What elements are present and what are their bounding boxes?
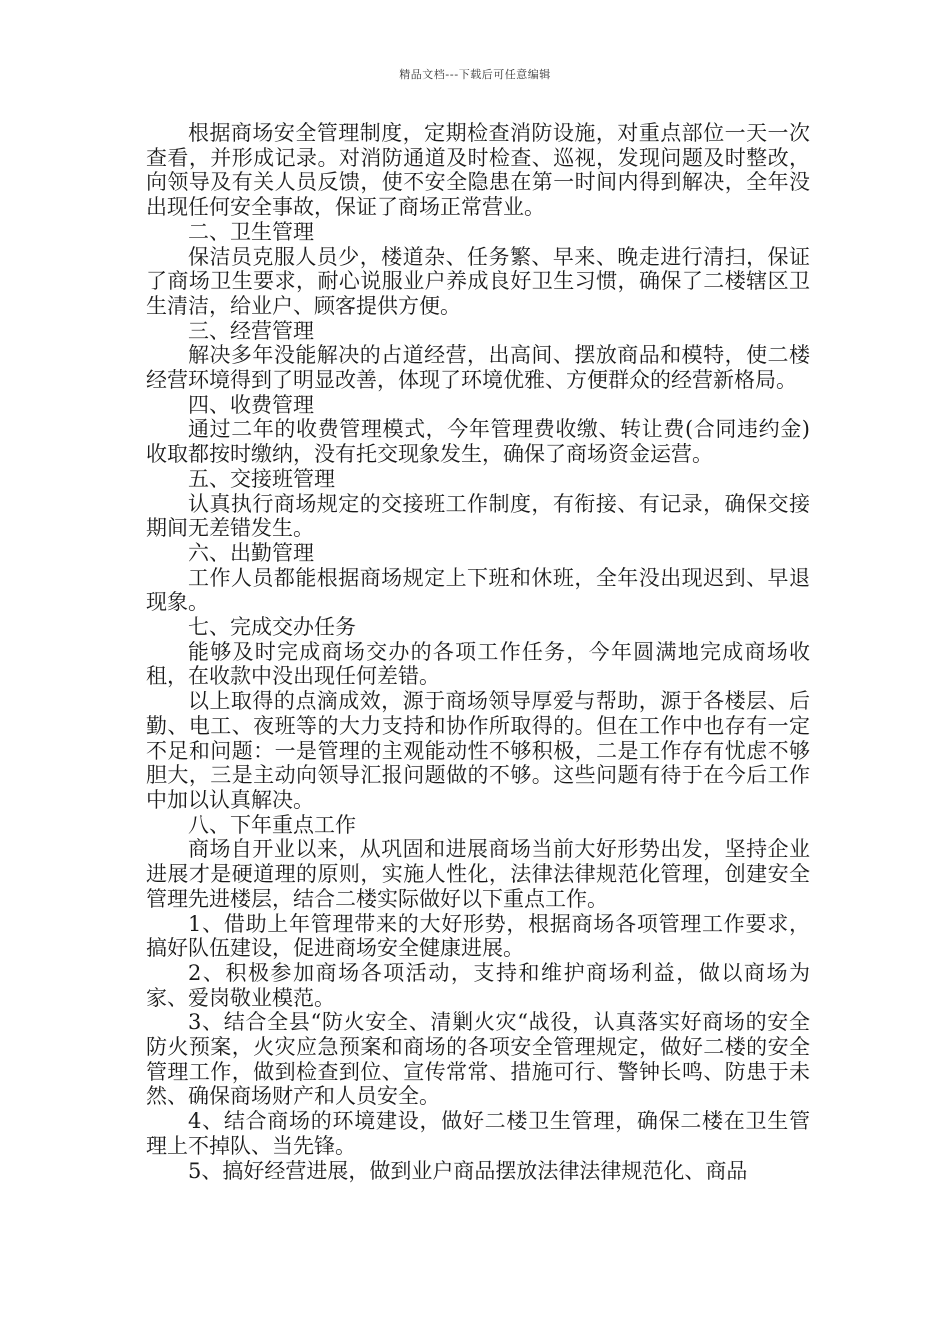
list-item-1: 1、借助上年管理带来的大好形势，根据商场各项管理工作要求，搞好队伍建设，促进商场安全健康进展。 — [146, 911, 810, 961]
section-heading-attendance: 六、出勤管理 — [188, 540, 314, 565]
list-item-3: 3、结合全县“防火安全、清剿火灾“战役，认真落实好商场的安全防火预案，火灾应急预案和商场的各项安全管理规定，做好二楼的安全管理工作，做到检查到位、宣传常常、措施可行、警钟长鸣、防患于未然、确保商场财产和人员安全。 — [146, 1010, 810, 1109]
paragraph-hygiene: 保洁员克服人员少，楼道杂、任务繁、早来、晚走进行清扫，保证了商场卫生要求，耐心说服业户养成良好卫生习惯，确保了二楼辖区卫生清洁，给业户、顾客提供方便。 — [146, 244, 810, 318]
section-heading-fees: 四、收费管理 — [188, 392, 314, 417]
paragraph-operations: 解决多年没能解决的占道经营，出高间、摆放商品和模特，使二楼经营环境得到了明显改善，体现了环境优雅、方便群众的经营新格局。 — [146, 343, 810, 393]
document-body — [146, 121, 810, 1183]
section-heading-assigned-tasks: 七、完成交办任务 — [188, 615, 356, 640]
paragraph-summary: 以上取得的点滴成效，源于商场领导厚爱与帮助，源于各楼层、后勤、电工、夜班等的大力支持和协作所取得的。但在工作中也存有一定不足和问题：一是管理的主观能动性不够积极，二是工作存有忧虑不够胆大，三是主动向领导汇报问题做的不够。这些问题有待于在今后工作中加以认真解决。 — [146, 689, 810, 812]
paragraph-fees: 通过二年的收费管理模式，今年管理费收缴、转让费(合同违约金)收取都按时缴纳，没有托交现象发生，确保了商场资金运营。 — [146, 417, 810, 467]
list-item-2: 2、积极参加商场各项活动，支持和维护商场利益，做以商场为家、爱岗敬业模范。 — [146, 960, 810, 1010]
paragraph-shift-handover: 认真执行商场规定的交接班工作制度，有衔接、有记录，确保交接期间无差错发生。 — [146, 491, 810, 541]
section-heading-next-year: 八、下年重点工作 — [188, 812, 356, 837]
list-item-4: 4、结合商场的环境建设，做好二楼卫生管理，确保二楼在卫生管理上不掉队、当先锋。 — [146, 1109, 810, 1158]
section-heading-hygiene: 二、卫生管理 — [188, 219, 314, 244]
list-item-5: 5、搞好经营进展，做到业户商品摆放法律法律规范化、商品 — [188, 1158, 748, 1183]
paragraph-safety-detail: 根据商场安全管理制度，定期检查消防设施，对重点部位一天一次查看，并形成记录。对消防通道及时检查、巡视，发现问题及时整改，向领导及有关人员反馈，使不安全隐患在第一时间内得到解决，全年没出现任何安全事故，保证了商场正常营业。 — [146, 121, 810, 220]
page-header: 精品文档---下载后可任意编辑 — [399, 68, 551, 81]
paragraph-attendance: 工作人员都能根据商场规定上下班和休班，全年没出现迟到、早退现象。 — [146, 565, 810, 615]
paragraph-next-year-intro: 商场自开业以来，从巩固和进展商场当前大好形势出发，坚持企业进展才是硬道理的原则，实施人性化，法律法律规范化管理，创建安全管理先进楼层，结合二楼实际做好以下重点工作。 — [146, 837, 810, 911]
section-heading-shift-handover: 五、交接班管理 — [188, 466, 335, 491]
paragraph-assigned-tasks: 能够及时完成商场交办的各项工作任务，今年圆满地完成商场收租，在收款中没出现任何差错。 — [146, 639, 810, 689]
section-heading-operations: 三、经营管理 — [188, 318, 314, 343]
